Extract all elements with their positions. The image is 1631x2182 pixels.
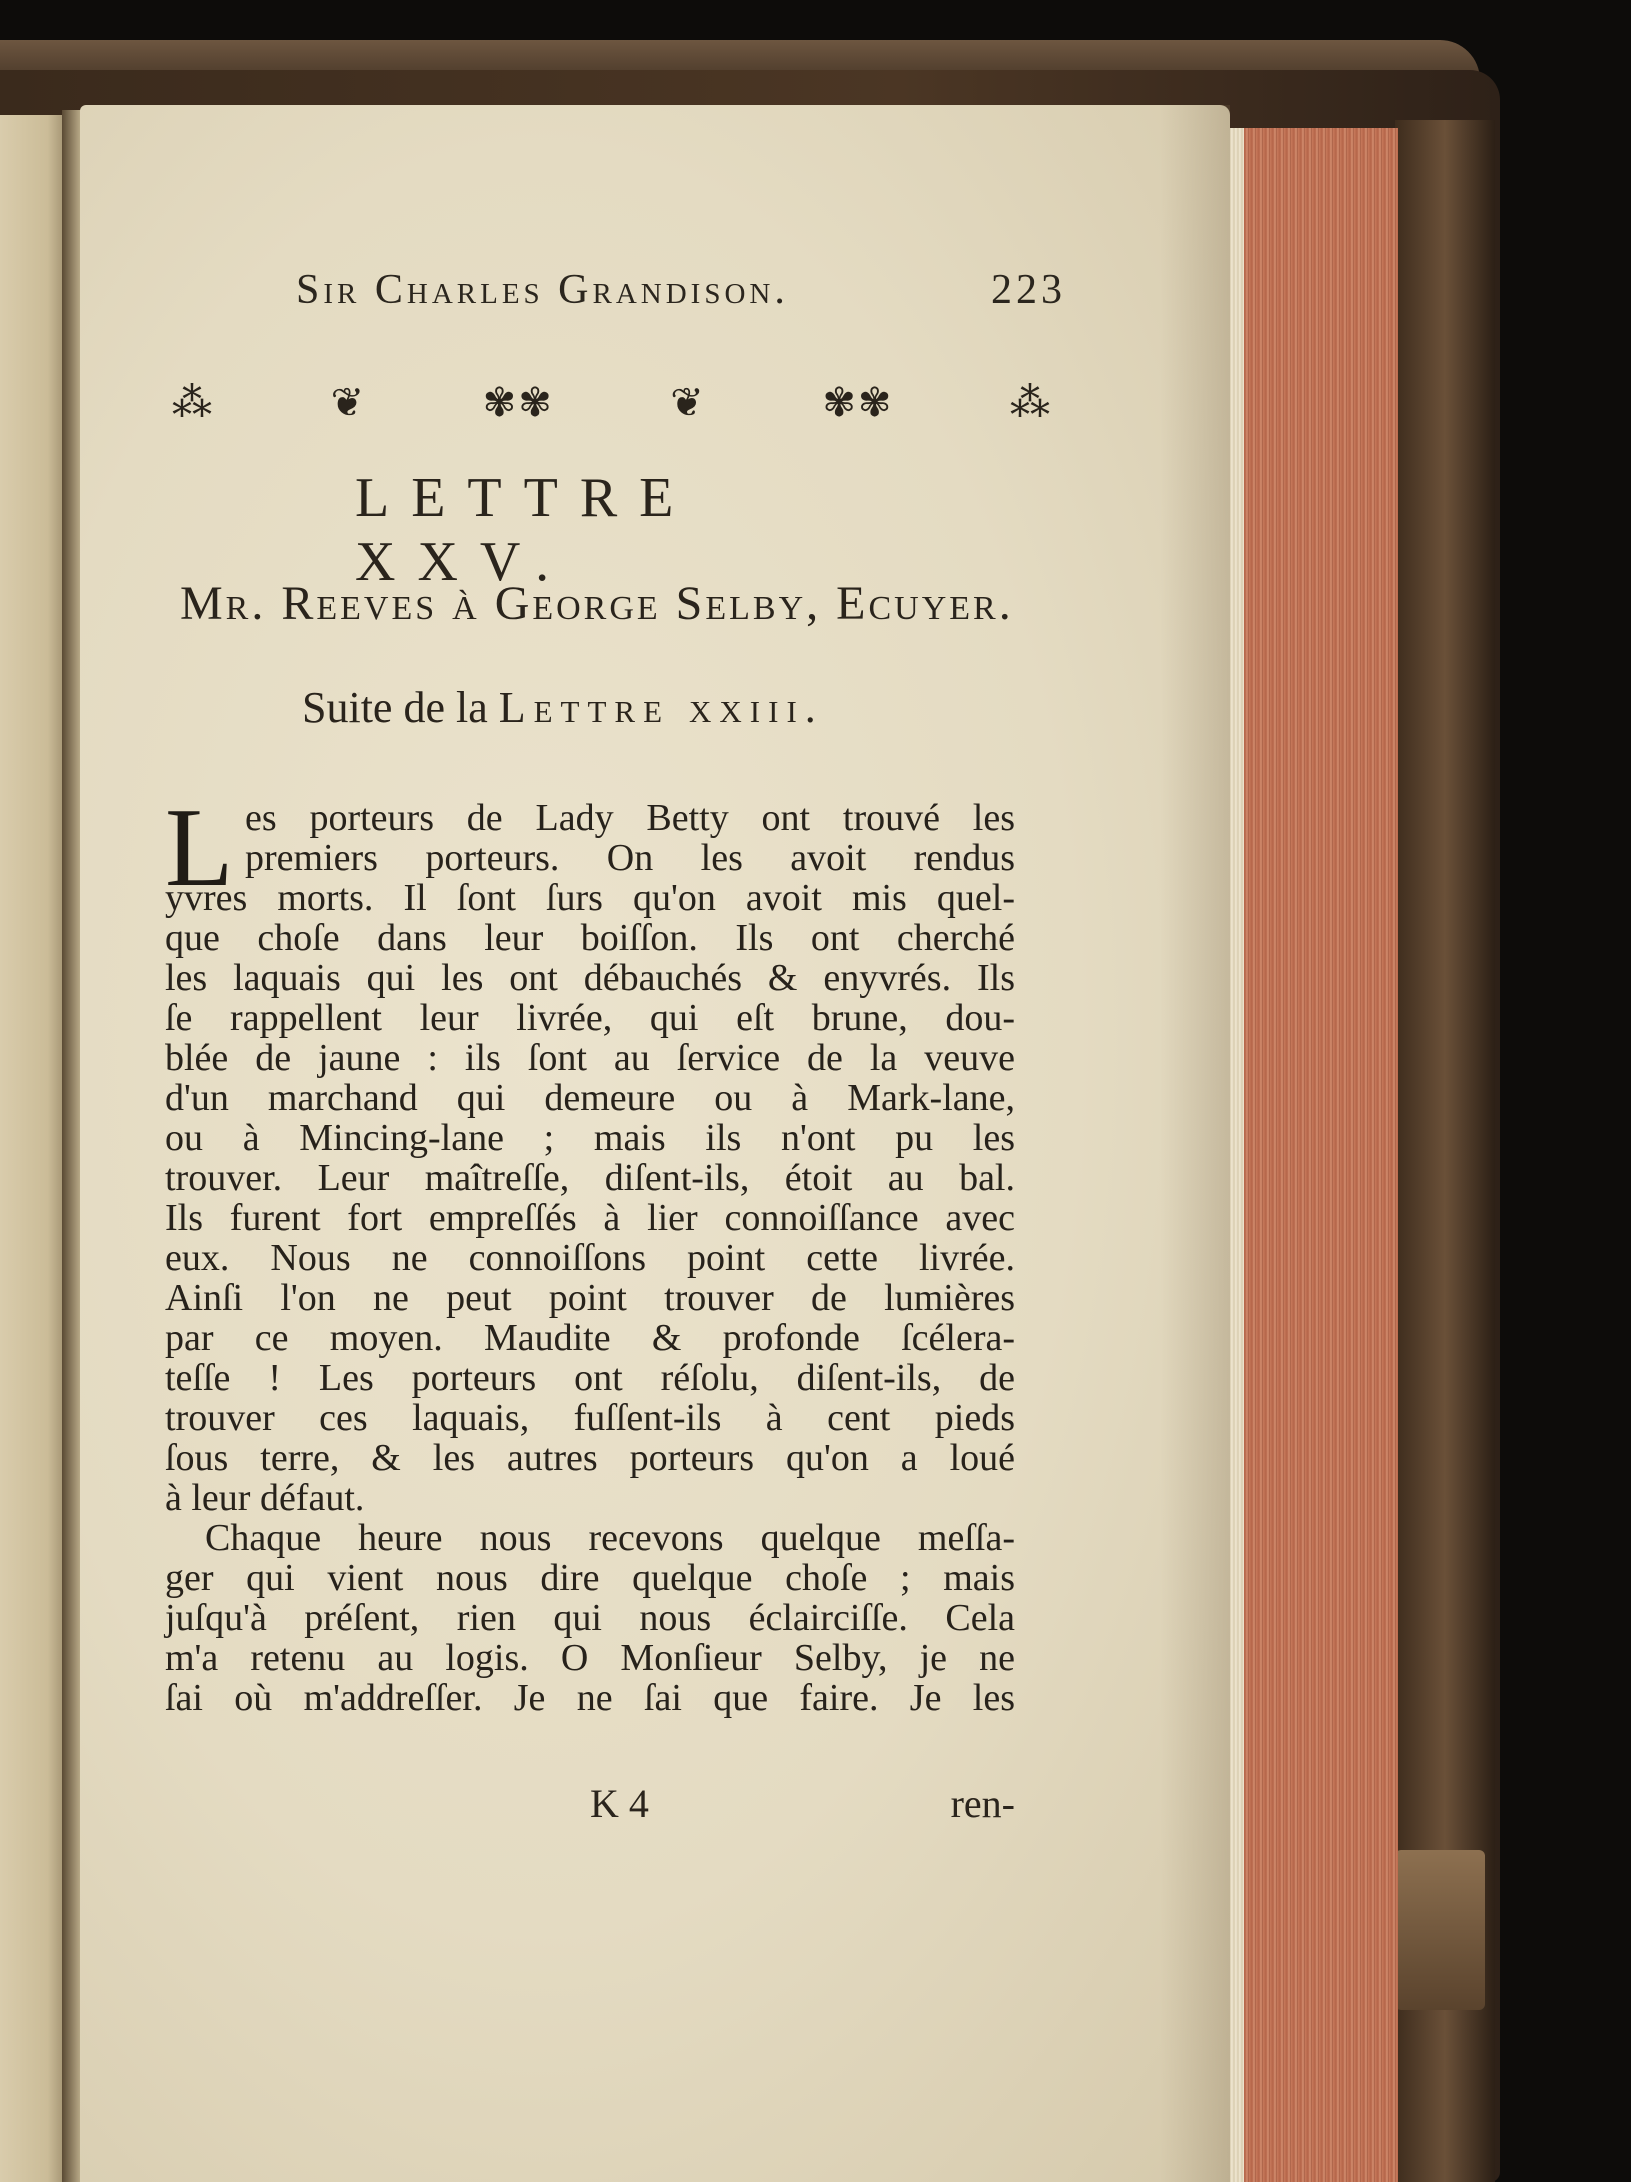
ornament-glyph: ✾✾ xyxy=(482,379,554,425)
text-line: Ils furent fort empreſſés à lier connoiſſance avec xyxy=(165,1197,1015,1239)
text-line: eux. Nous ne connoiſſons point cette livrée. xyxy=(165,1237,1015,1279)
suite-reference: Lettre xxiii. xyxy=(498,683,824,732)
page-edges-light xyxy=(1228,128,1244,2182)
text-line: les laquais qui les ont débauchés & enyvrés. Ils xyxy=(165,957,1015,999)
page-shadow xyxy=(1160,105,1230,2182)
text-line: Chaque heure nous recevons quelque meſſa- xyxy=(205,1517,1015,1559)
text-line: trouver ces laquais, fuſſent-ils à cent pieds xyxy=(165,1397,1015,1439)
letter-body xyxy=(165,786,1015,1719)
text-line: ger qui vient nous dire quelque choſe ; mais xyxy=(165,1557,1015,1599)
ornament-glyph: ⁂ xyxy=(1009,379,1052,425)
text-line: ſai où m'addreſſer. Je ne ſai que faire. Je les xyxy=(165,1677,1015,1719)
drop-cap: L xyxy=(165,786,234,910)
text-line: trouver. Leur maîtreſſe, diſent-ils, étoit au bal. xyxy=(165,1157,1015,1199)
text-line: teſſe ! Les porteurs ont réſolu, diſent-ils, de xyxy=(165,1357,1015,1399)
text-line: yvres morts. Il ſont ſurs qu'on avoit mis quel- xyxy=(165,877,1015,919)
catchword: ren- xyxy=(950,1781,1015,1826)
page-number: 223 xyxy=(991,267,1066,313)
text-line: à leur défaut. xyxy=(165,1477,365,1519)
text-line: m'a retenu au logis. O Monſieur Selby, je ne xyxy=(165,1637,1015,1679)
running-header xyxy=(296,266,1066,314)
ornament-glyph: ❦ xyxy=(670,379,706,425)
text-line: par ce moyen. Maudite & profonde ſcélera- xyxy=(165,1317,1015,1359)
text-line: ſe rappellent leur livrée, qui eſt brune, dou- xyxy=(165,997,1015,1039)
book-clasp xyxy=(1395,1850,1485,2010)
page-footer xyxy=(165,1780,1015,1826)
page-edges-red xyxy=(1225,128,1398,2182)
text-line: premiers porteurs. On les avoit rendus xyxy=(245,837,1015,879)
suite-prefix: Suite de la xyxy=(302,683,488,732)
running-title: Sir Charles Grandison. xyxy=(296,267,789,313)
letter-continuation-note xyxy=(302,682,1002,733)
text-line: ſous terre, & les autres porteurs qu'on a loué xyxy=(165,1437,1015,1479)
ornament-glyph: ⁂ xyxy=(172,379,214,425)
left-page-edge xyxy=(0,115,68,2182)
text-line: d'un marchand qui demeure ou à Mark-lane, xyxy=(165,1077,1015,1119)
signature-mark: K 4 xyxy=(590,1781,649,1826)
printers-ornament-band xyxy=(172,372,1052,432)
text-line: juſqu'à préſent, rien qui nous éclairciſſe. Cela xyxy=(165,1597,1015,1639)
text-line: ou à Mincing-lane ; mais ils n'ont pu les xyxy=(165,1117,1015,1159)
text-line: que choſe dans leur boiſſon. Ils ont cherché xyxy=(165,917,1015,959)
letter-title: LETTRE XXV. xyxy=(355,467,696,593)
ornament-glyph: ❦ xyxy=(330,379,367,425)
text-line: blée de jaune : ils ſont au ſervice de la veuve xyxy=(165,1037,1015,1079)
ornament-glyph: ✾✾ xyxy=(822,379,894,425)
letter-recipient: Mr. Reeves à George Selby, Ecuyer. xyxy=(180,577,1014,630)
text-line: Ainſi l'on ne peut point trouver de lumières xyxy=(165,1277,1015,1319)
text-line: es porteurs de Lady Betty ont trouvé les xyxy=(245,797,1015,839)
